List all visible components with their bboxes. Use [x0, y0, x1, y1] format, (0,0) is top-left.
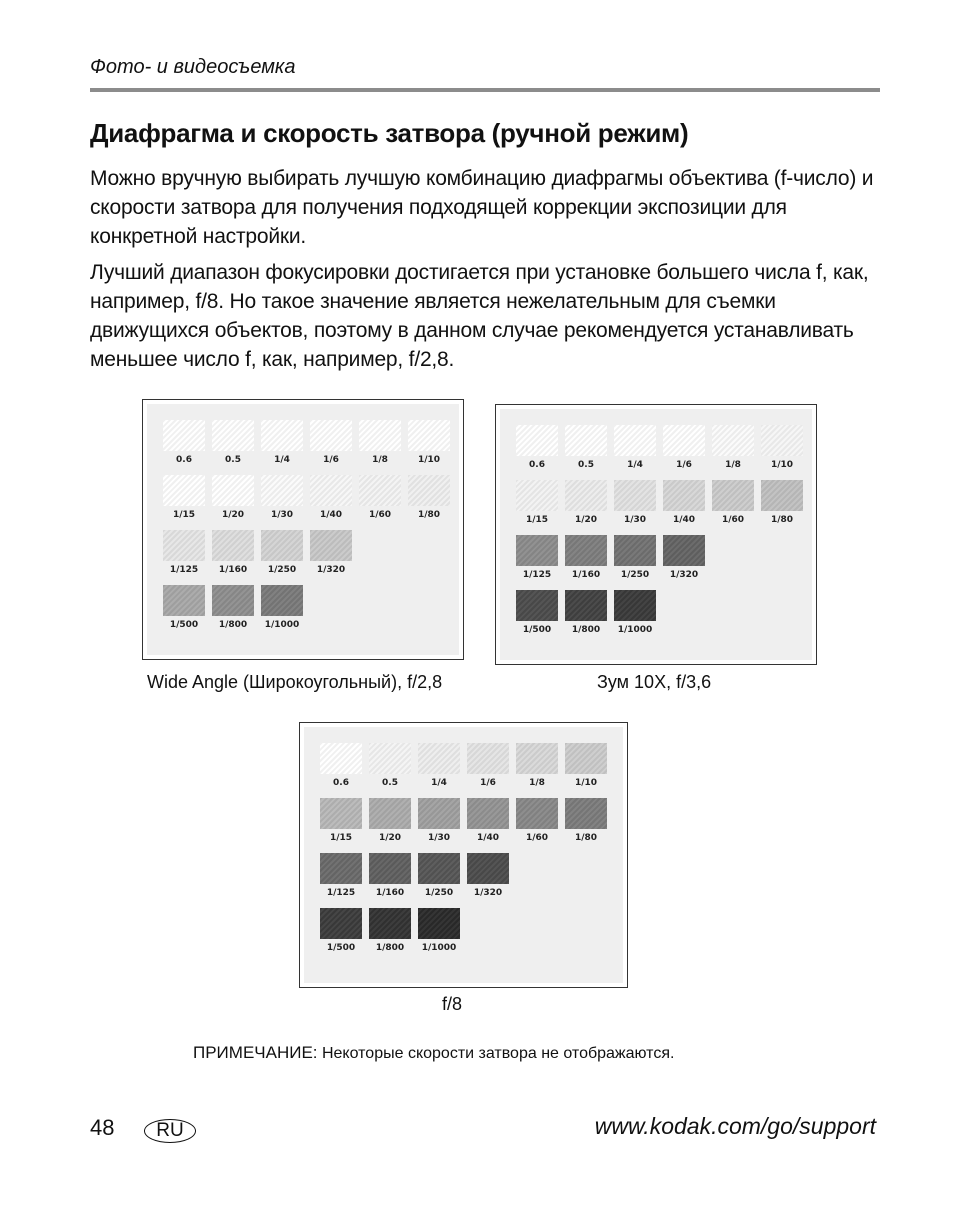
shutter-speed-label: 1/125	[169, 565, 199, 575]
shutter-speed-label: 1/40	[476, 833, 500, 843]
thumbnail-cell	[418, 908, 460, 953]
exposure-thumbnail	[614, 535, 656, 566]
exposure-thumbnail	[418, 853, 460, 884]
shutter-speed-label: 1/1000	[421, 943, 457, 953]
thumbnail-cell	[163, 585, 205, 630]
figure-caption-wide: Wide Angle (Широкоугольный), f/2,8	[147, 672, 443, 692]
exposure-thumbnail	[516, 798, 558, 829]
thumbnail-cell	[565, 743, 607, 788]
figure-caption-f8: f/8	[442, 994, 463, 1014]
shutter-speed-label: 1/60	[525, 833, 549, 843]
shutter-speed-label: 1/800	[375, 943, 405, 953]
shutter-speed-label: 1/125	[522, 570, 552, 580]
thumbnail-cell	[310, 420, 352, 465]
exposure-thumbnail	[516, 535, 558, 566]
exposure-thumbnail	[418, 743, 460, 774]
thumbnail-cell	[614, 535, 656, 580]
shutter-speed-label: 1/4	[627, 460, 643, 470]
thumbnail-cell	[712, 480, 754, 525]
exposure-thumbnail	[761, 480, 803, 511]
thumbnail-cell	[467, 798, 509, 843]
exposure-thumbnail	[369, 798, 411, 829]
thumbnail-cell	[565, 480, 607, 525]
exposure-thumbnail	[712, 480, 754, 511]
figure-background	[147, 404, 459, 655]
thumbnail-cell	[359, 420, 401, 465]
thumbnail-cell	[369, 743, 411, 788]
shutter-speed-label: 1/60	[721, 515, 745, 525]
thumbnail-cell	[516, 590, 558, 635]
paragraph-intro: Можно вручную выбирать лучшую комбинацию диафрагмы объектива (f-число) и скорости затвора для получения подходящей коррекции экспозиции для конкретной настройки.	[90, 167, 874, 248]
exposure-thumbnail	[261, 530, 303, 561]
shutter-speed-label: 1/30	[427, 833, 451, 843]
exposure-thumbnail	[163, 475, 205, 506]
figure-caption-zoom: Зум 10X, f/3,6	[597, 672, 712, 692]
thumbnail-cell	[212, 530, 254, 575]
shutter-speed-label: 1/320	[669, 570, 699, 580]
shutter-speed-label: 1/6	[676, 460, 692, 470]
exposure-thumbnail	[614, 590, 656, 621]
exposure-thumbnail	[408, 420, 450, 451]
exposure-thumbnail	[310, 475, 352, 506]
thumbnail-cell	[516, 743, 558, 788]
shutter-speed-label: 1/6	[480, 778, 496, 788]
shutter-speed-label: 1/6	[323, 455, 339, 465]
paragraph-focus: Лучший диапазон фокусировки достигается при установке большего числа f, как, например, f/8. Но такое значение является нежелательным для съемки движущихся объектов, поэтому в данном случае рекомендуется устанавливать меньшее число f, как, например, f/2,8.	[90, 261, 869, 371]
thumbnail-cell	[212, 475, 254, 520]
shutter-speed-label: 1/20	[221, 510, 245, 520]
shutter-speed-label: 1/160	[218, 565, 248, 575]
shutter-speed-label: 1/1000	[617, 625, 653, 635]
shutter-speed-label: 1/15	[329, 833, 353, 843]
exposure-thumbnail	[320, 743, 362, 774]
exposure-thumbnail	[663, 535, 705, 566]
exposure-thumbnail	[565, 743, 607, 774]
shutter-speed-label: 1/4	[431, 778, 447, 788]
exposure-thumbnail	[163, 585, 205, 616]
thumbnail-cell	[163, 475, 205, 520]
exposure-thumbnail	[761, 425, 803, 456]
shutter-speed-label: 1/40	[672, 515, 696, 525]
shutter-speed-label: 1/30	[270, 510, 294, 520]
thumbnail-cell	[369, 853, 411, 898]
exposure-thumbnail	[614, 480, 656, 511]
exposure-thumbnail	[467, 743, 509, 774]
thumbnail-cell	[418, 743, 460, 788]
exposure-thumbnail	[712, 425, 754, 456]
shutter-speed-label: 1/8	[725, 460, 741, 470]
exposure-thumbnail	[212, 530, 254, 561]
thumbnail-cell	[212, 585, 254, 630]
shutter-speed-label: 1/160	[375, 888, 405, 898]
thumbnail-cell	[761, 480, 803, 525]
shutter-speed-label: 1/800	[571, 625, 601, 635]
exposure-thumbnail	[614, 425, 656, 456]
figure-background	[500, 409, 812, 660]
thumbnail-cell	[663, 425, 705, 470]
language-code: RU	[156, 1120, 184, 1141]
page-title: Диафрагма и скорость затвора (ручной режим)	[90, 118, 689, 148]
shutter-speed-label: 1/60	[368, 510, 392, 520]
thumbnail-cell	[516, 425, 558, 470]
shutter-speed-label: 1/40	[319, 510, 343, 520]
exposure-thumbnail	[369, 908, 411, 939]
exposure-thumbnail	[261, 475, 303, 506]
shutter-speed-label: 1/320	[473, 888, 503, 898]
exposure-thumbnail	[212, 475, 254, 506]
figure-background	[304, 727, 623, 983]
thumbnail-cell	[565, 590, 607, 635]
exposure-thumbnail	[261, 585, 303, 616]
running-header: Фото- и видеосъемка	[90, 56, 296, 78]
exposure-thumbnail	[369, 853, 411, 884]
thumbnail-cell	[418, 798, 460, 843]
thumbnail-cell	[761, 425, 803, 470]
shutter-speed-label: 1/30	[623, 515, 647, 525]
exposure-thumbnail	[418, 798, 460, 829]
thumbnail-cell	[261, 475, 303, 520]
note-text: Некоторые скорости затвора не отображаются.	[321, 1045, 675, 1062]
shutter-speed-label: 1/80	[574, 833, 598, 843]
shutter-speed-label: 1/125	[326, 888, 356, 898]
thumbnail-cell	[163, 530, 205, 575]
shutter-speed-label: 1/80	[417, 510, 441, 520]
thumbnail-cell	[359, 475, 401, 520]
shutter-speed-label: 1/8	[529, 778, 545, 788]
thumbnail-cell	[261, 420, 303, 465]
exposure-thumbnail	[663, 480, 705, 511]
shutter-speed-label: 1/4	[274, 455, 290, 465]
exposure-thumbnail	[565, 798, 607, 829]
shutter-speed-label: 1/20	[378, 833, 402, 843]
exposure-thumbnail	[467, 853, 509, 884]
figure-zoom	[495, 404, 817, 665]
shutter-speed-label: 0.5	[225, 455, 241, 465]
thumbnail-cell	[418, 853, 460, 898]
shutter-speed-label: 0.6	[176, 455, 192, 465]
shutter-speed-label: 0.6	[529, 460, 545, 470]
shutter-speed-label: 1/1000	[264, 620, 300, 630]
thumbnail-cell	[712, 425, 754, 470]
exposure-thumbnail	[565, 590, 607, 621]
shutter-speed-label: 1/800	[218, 620, 248, 630]
thumbnail-cell	[369, 908, 411, 953]
thumbnail-cell	[614, 425, 656, 470]
note	[193, 1043, 674, 1063]
exposure-thumbnail	[516, 480, 558, 511]
exposure-thumbnail	[565, 535, 607, 566]
exposure-thumbnail	[212, 585, 254, 616]
thumbnail-cell	[212, 420, 254, 465]
thumbnail-cell	[565, 535, 607, 580]
thumbnail-cell	[516, 798, 558, 843]
exposure-thumbnail	[163, 420, 205, 451]
exposure-thumbnail	[467, 798, 509, 829]
shutter-speed-label: 0.5	[578, 460, 594, 470]
shutter-speed-label: 1/250	[424, 888, 454, 898]
page-number: 48	[90, 1115, 115, 1140]
shutter-speed-label: 1/250	[620, 570, 650, 580]
thumbnail-cell	[320, 908, 362, 953]
thumbnail-cell	[261, 530, 303, 575]
thumbnail-cell	[261, 585, 303, 630]
thumbnail-cell	[565, 425, 607, 470]
figure-wide-angle	[142, 399, 464, 660]
thumbnail-cell	[163, 420, 205, 465]
exposure-thumbnail	[565, 425, 607, 456]
exposure-thumbnail	[163, 530, 205, 561]
thumbnail-cell	[663, 480, 705, 525]
exposure-thumbnail	[310, 420, 352, 451]
exposure-thumbnail	[408, 475, 450, 506]
exposure-thumbnail	[320, 908, 362, 939]
shutter-speed-label: 1/500	[326, 943, 356, 953]
thumbnail-cell	[516, 480, 558, 525]
exposure-thumbnail	[516, 590, 558, 621]
shutter-speed-label: 1/15	[172, 510, 196, 520]
thumbnail-cell	[310, 475, 352, 520]
exposure-thumbnail	[320, 798, 362, 829]
note-label: ПРИМЕЧАНИЕ:	[193, 1043, 318, 1062]
thumbnail-cell	[320, 743, 362, 788]
shutter-speed-label: 0.5	[382, 778, 398, 788]
shutter-speed-label: 1/500	[522, 625, 552, 635]
thumbnail-cell	[408, 420, 450, 465]
shutter-speed-label: 1/8	[372, 455, 388, 465]
thumbnail-cell	[320, 853, 362, 898]
language-badge	[144, 1119, 196, 1143]
exposure-thumbnail	[359, 475, 401, 506]
thumbnail-cell	[614, 590, 656, 635]
thumbnail-cell	[320, 798, 362, 843]
exposure-thumbnail	[663, 425, 705, 456]
exposure-thumbnail	[320, 853, 362, 884]
shutter-speed-label: 0.6	[333, 778, 349, 788]
thumbnail-cell	[565, 798, 607, 843]
shutter-speed-label: 1/320	[316, 565, 346, 575]
shutter-speed-label: 1/20	[574, 515, 598, 525]
exposure-thumbnail	[261, 420, 303, 451]
exposure-thumbnail	[369, 743, 411, 774]
shutter-speed-label: 1/10	[770, 460, 794, 470]
exposure-thumbnail	[565, 480, 607, 511]
header-divider	[90, 88, 880, 92]
thumbnail-cell	[310, 530, 352, 575]
thumbnail-cell	[516, 535, 558, 580]
thumbnail-cell	[663, 535, 705, 580]
exposure-thumbnail	[310, 530, 352, 561]
exposure-thumbnail	[516, 743, 558, 774]
figure-f8	[299, 722, 628, 988]
shutter-speed-label: 1/80	[770, 515, 794, 525]
thumbnail-cell	[467, 743, 509, 788]
thumbnail-cell	[614, 480, 656, 525]
exposure-thumbnail	[516, 425, 558, 456]
shutter-speed-label: 1/160	[571, 570, 601, 580]
shutter-speed-label: 1/500	[169, 620, 199, 630]
thumbnail-cell	[467, 853, 509, 898]
shutter-speed-label: 1/15	[525, 515, 549, 525]
shutter-speed-label: 1/250	[267, 565, 297, 575]
shutter-speed-label: 1/10	[417, 455, 441, 465]
exposure-thumbnail	[418, 908, 460, 939]
support-url[interactable]: www.kodak.com/go/support	[594, 1113, 876, 1139]
shutter-speed-label: 1/10	[574, 778, 598, 788]
exposure-thumbnail	[212, 420, 254, 451]
thumbnail-cell	[408, 475, 450, 520]
thumbnail-cell	[369, 798, 411, 843]
exposure-thumbnail	[359, 420, 401, 451]
